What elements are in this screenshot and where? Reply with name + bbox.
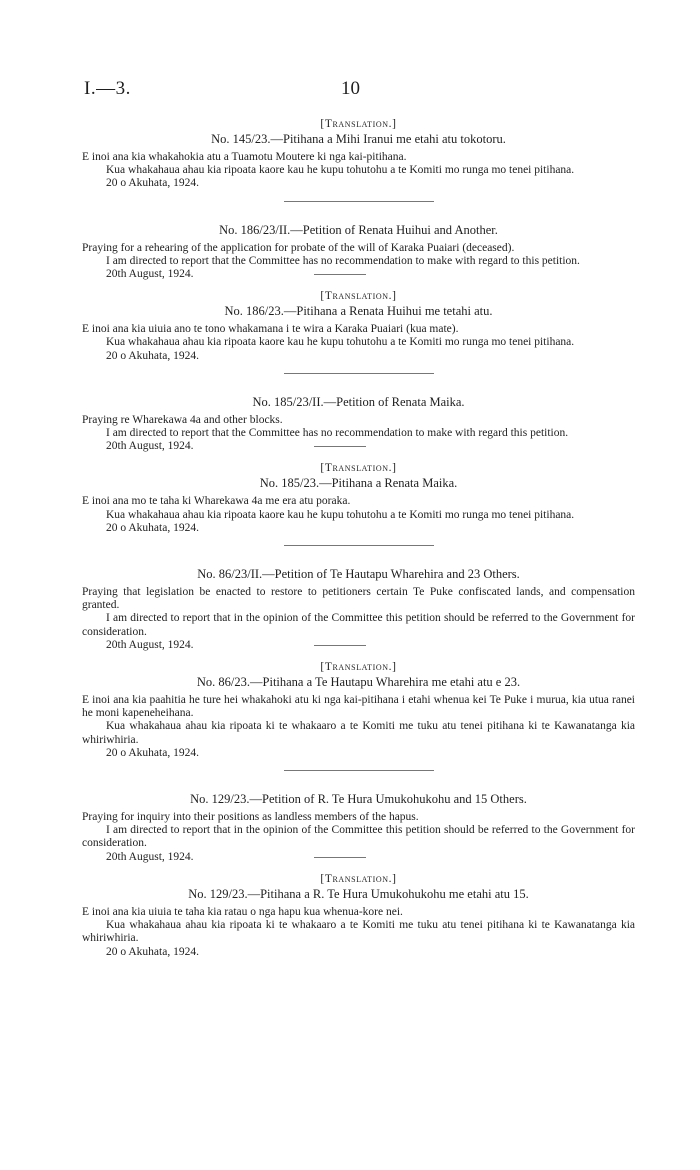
report-date-text: 20 o Akuhata, 1924. — [106, 349, 199, 362]
committee-report: I am directed to report that the Committee has no recommendation to make with regard to this petition. — [106, 254, 580, 267]
report-date-text: 20th August, 1924. — [106, 638, 194, 651]
petition-block-129-translation — [82, 864, 635, 959]
report-date-text: 20th August, 1924. — [106, 268, 194, 281]
translation-label: [Translation.] — [320, 290, 397, 303]
petition-block-145-translation — [82, 118, 635, 191]
short-divider — [314, 857, 366, 858]
section-divider — [284, 373, 434, 374]
short-divider — [314, 645, 366, 646]
petition-block-185-english — [82, 386, 635, 454]
report-date — [82, 639, 635, 652]
petition-prayer: E inoi ana kia uiuia ano te tono whakamana i te wira a Karaka Puaiari (kua mate). — [82, 323, 459, 336]
short-divider — [314, 274, 366, 275]
report-date-text: 20 o Akuhata, 1924. — [106, 746, 199, 759]
report-date — [82, 440, 635, 453]
report-date-text: 20 o Akuhata, 1924. — [106, 177, 199, 190]
petition-heading: No. 185/23/II.—Petition of Renata Maika. — [252, 394, 465, 409]
translation-label: [Translation.] — [320, 661, 397, 674]
committee-report: Kua whakahaua ahau kia ripoata kaore kau he kupu tohutohu a te Komiti mo runga mo tenei pitihana. — [106, 164, 575, 177]
page-number: 10 — [341, 78, 360, 99]
report-date — [82, 522, 635, 535]
petition-prayer: E inoi ana mo te taha ki Wharekawa 4a me era atu poraka. — [82, 495, 351, 508]
report-date — [82, 946, 635, 959]
petition-heading: No. 86/23/II.—Petition of Te Hautapu Wharehira and 23 Others. — [197, 567, 520, 582]
report-date — [82, 350, 635, 363]
committee-report: Kua whakahaua ahau kia ripoata ki te whakaaro a te Komiti me tuku atu tenei pitihana ki te Kawanatanga kia whiriwhiria. — [82, 720, 635, 746]
petition-prayer: Praying that legislation be enacted to restore to petitioners certain Te Puke confiscated lands, and compensation granted. — [82, 586, 635, 612]
committee-report: Kua whakahaua ahau kia ripoata ki te whakaaro a te Komiti me tuku atu tenei pitihana ki te Kawanatanga kia whiriwhiria. — [82, 919, 635, 945]
translation-label: [Translation.] — [320, 118, 397, 130]
committee-report: Kua whakahaua ahau kia ripoata kaore kau he kupu tohutohu a te Komiti mo runga mo tenei pitihana. — [106, 508, 575, 521]
report-date-text: 20th August, 1924. — [106, 850, 194, 863]
petition-heading: No. 186/23/II.—Petition of Renata Huihui and Another. — [219, 222, 498, 237]
short-divider — [314, 446, 366, 447]
section-divider — [284, 545, 434, 546]
report-date-text: 20 o Akuhata, 1924. — [106, 945, 199, 958]
petition-heading: No. 86/23.—Pitihana a Te Hautapu Wharehira me etahi atu e 23. — [196, 675, 521, 690]
petition-prayer: Praying for a rehearing of the application for probate of the will of Karaka Puaiari (deceased). — [82, 241, 515, 254]
committee-report: I am directed to report that in the opinion of the Committee this petition should be referred to the Government for consideration. — [82, 612, 635, 638]
committee-report: I am directed to report that the Committee has no recommendation to make with regard this petition. — [106, 427, 569, 440]
report-date — [82, 268, 635, 281]
report-date-text: 20 o Akuhata, 1924. — [106, 521, 199, 534]
translation-label: [Translation.] — [320, 462, 397, 475]
report-date — [82, 747, 635, 760]
petition-heading: No. 145/23.—Pitihana a Mihi Iranui me etahi atu tokotoru. — [211, 132, 506, 146]
petition-prayer: Praying re Wharekawa 4a and other blocks. — [82, 413, 283, 426]
section-divider — [284, 770, 434, 771]
petition-heading: No. 129/23.—Pitihana a R. Te Hura Umukohukohu me etahi atu 15. — [188, 886, 529, 901]
section-divider — [284, 201, 434, 202]
petition-heading: No. 129/23.—Petition of R. Te Hura Umukohukohu and 15 Others. — [190, 792, 527, 807]
committee-report: Kua whakahaua ahau kia ripoata kaore kau he kupu tohutohu a te Komiti mo runga mo tenei pitihana. — [106, 336, 575, 349]
report-date — [82, 177, 635, 190]
petition-block-186-translation — [82, 281, 635, 363]
translation-label: [Translation.] — [320, 872, 397, 885]
petition-prayer: E inoi ana kia whakahokia atu a Tuamotu Moutere ki nga kai-pitihana. — [82, 151, 407, 163]
report-date-text: 20th August, 1924. — [106, 440, 194, 453]
petition-prayer: E inoi ana kia paahitia he ture hei whakahoki atu ki nga kai-pitihana i etahi whenua kei Te Puke i murua, kia utua ranei he moni kapeneheihana. — [82, 694, 635, 720]
report-date — [82, 851, 635, 864]
petition-prayer: E inoi ana kia uiuia te taha kia ratau o nga hapu kua whenua-kore nei. — [82, 905, 403, 918]
petition-block-185-translation — [82, 453, 635, 535]
document-body — [82, 118, 635, 959]
petition-heading: No. 185/23.—Pitihana a Renata Maika. — [259, 476, 458, 491]
petition-heading: No. 186/23.—Pitihana a Renata Huihui me tetahi atu. — [224, 304, 493, 319]
petition-block-86-translation — [82, 652, 635, 760]
page-reference: I.—3. — [84, 78, 131, 99]
committee-report: I am directed to report that in the opinion of the Committee this petition should be referred to the Government for consideration. — [82, 824, 635, 850]
petition-block-129-english — [82, 783, 635, 864]
page-header — [0, 78, 700, 100]
petition-prayer: Praying for inquiry into their positions as landless members of the hapus. — [82, 811, 419, 824]
petition-block-86-english — [82, 558, 635, 652]
petition-block-186-english — [82, 214, 635, 282]
